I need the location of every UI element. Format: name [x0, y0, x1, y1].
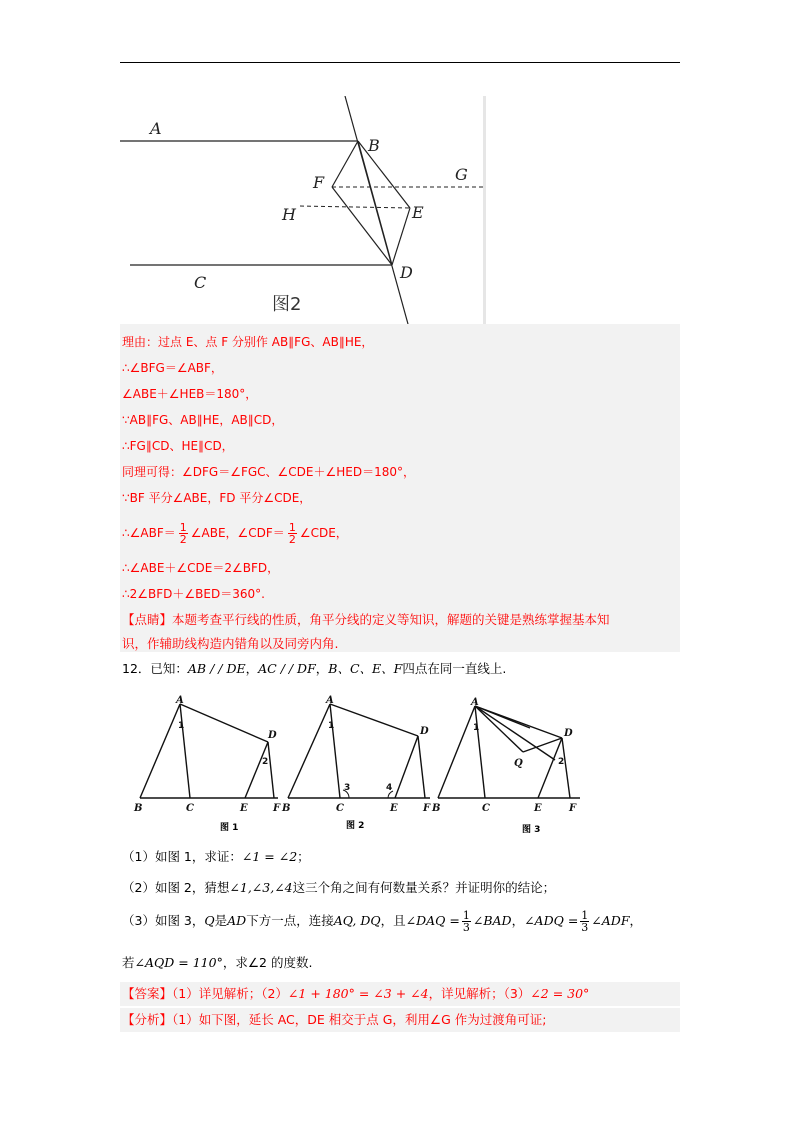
label-G: G — [455, 165, 468, 184]
answer-math-1: ∠1 + 180° = ∠3 + ∠4 — [287, 986, 429, 1001]
svg-text:C: C — [336, 803, 344, 814]
figure-2-small-caption: 图 2 — [346, 821, 365, 831]
proof-line-4: ∵AB∥FG、AB∥HE，AB∥CD， — [122, 413, 284, 427]
svg-text:A: A — [326, 695, 334, 706]
q12-ac-df: AC / / DF — [258, 661, 316, 676]
comment-text-1: 本题考查平行线的性质，角平分线的定义等知识，解题的关键是熟练掌握基本知 — [172, 612, 610, 627]
svg-text:C: C — [186, 803, 194, 814]
part-2 — [122, 879, 555, 897]
figure-2-parallel-lines — [120, 96, 486, 324]
svg-text:F: F — [569, 803, 577, 814]
label-E: E — [412, 203, 424, 222]
svg-text:A: A — [471, 697, 479, 708]
part-1 — [122, 848, 310, 866]
proof-line-3: ∠ABE＋∠HEB＝180°， — [122, 387, 258, 401]
q12-tail: 四点在同一直线上. — [402, 661, 507, 676]
proof-line-2: ∴∠BFG＝∠ABF， — [122, 361, 223, 375]
comment-line-1 — [122, 612, 610, 628]
part-3-ad: AD — [227, 913, 247, 928]
part-3-line-2 — [122, 954, 312, 972]
answer-tag: 【答案】 — [122, 986, 173, 1001]
analysis-tag: 【分析】 — [122, 1012, 173, 1027]
part-3-aq-dq: AQ, DQ — [333, 913, 381, 928]
part-3-bad: ∠BAD — [472, 913, 512, 928]
svg-text:3: 3 — [344, 783, 351, 793]
svg-text:1: 1 — [178, 721, 185, 731]
svg-text:1: 1 — [328, 721, 335, 731]
q12-sep1: ， — [245, 661, 259, 676]
label-D: D — [400, 263, 413, 282]
svg-text:Q: Q — [514, 758, 523, 769]
half-a: ∴∠ABF＝ — [122, 526, 176, 540]
figure-2-svg — [120, 96, 486, 324]
analysis-text: （1）如下图，延长 AC，DE 相交于点 G，利用∠G 作为过渡角可证; — [172, 1012, 547, 1027]
frac-num: 1 — [288, 521, 296, 534]
part-3-text: （3）如图 3， — [122, 913, 205, 928]
part-2-end: 这三个角之间有何数量关系？并证明你的结论； — [292, 880, 556, 895]
figure-2-caption: 图2 — [272, 294, 302, 315]
svg-text:2: 2 — [558, 757, 565, 767]
label-F: F — [313, 173, 325, 192]
q12-ab-de: AB / / DE — [187, 661, 246, 676]
q12-number: 12．已知： — [122, 661, 188, 676]
part-3-connect: 下方一点，连接 — [246, 913, 334, 928]
svg-text:E: E — [240, 803, 248, 814]
part-1-math: ∠1 = ∠2 — [241, 849, 298, 864]
frac-num: 1 — [179, 521, 187, 534]
figure-3-caption: 图 3 — [522, 825, 541, 835]
part-2-text: （2）如图 2，猜想 — [122, 880, 230, 895]
svg-text:B: B — [432, 803, 441, 814]
half-c: ∠CDE， — [299, 526, 348, 540]
svg-text:B: B — [134, 803, 143, 814]
proof-line-5: ∴FG∥CD、HE∥CD， — [122, 439, 234, 453]
frac-den: 3 — [581, 921, 589, 934]
proof-line-9: ∴2∠BFD＋∠BED＝360°. — [122, 587, 265, 601]
part-3-ask: ，求∠2 的度数. — [222, 955, 313, 970]
proof-line-1: 理由：过点 E、点 F 分别作 AB∥FG、AB∥HE， — [122, 335, 374, 349]
frac-den: 3 — [462, 921, 470, 934]
svg-text:F: F — [273, 803, 281, 814]
svg-text:D: D — [268, 730, 277, 741]
svg-text:A: A — [176, 695, 184, 706]
svg-text:D: D — [420, 726, 429, 737]
figure-1-caption: 图 1 — [220, 823, 239, 833]
part-3-sep: ， — [511, 913, 525, 928]
frac-den: 2 — [288, 533, 296, 546]
svg-text:C: C — [482, 803, 490, 814]
part-3-q: Q — [204, 913, 215, 928]
fraction-third-1 — [462, 910, 471, 933]
answer-line — [122, 985, 589, 1003]
part-3-and: ，且 — [380, 913, 406, 928]
svg-text:D: D — [564, 728, 573, 739]
figures-1-2-3 — [130, 694, 600, 836]
svg-text:1: 1 — [473, 723, 480, 733]
figures-svg — [130, 694, 600, 836]
part-1-end: ； — [297, 849, 310, 864]
answer-text-1: （1）详见解析；（2） — [172, 986, 288, 1001]
part-3-adf: ∠ADF — [591, 913, 630, 928]
q12-sep2: ， — [315, 661, 329, 676]
fraction-half-1 — [179, 522, 188, 545]
part-3 — [122, 910, 642, 933]
answer-math-2: ∠2 = 30° — [530, 986, 590, 1001]
comment-line-2: 识，作辅助线构造内错角以及同旁内角. — [122, 636, 339, 651]
svg-text:F: F — [423, 803, 431, 814]
svg-text:2: 2 — [262, 757, 269, 767]
proof-line-6: 同理可得：∠DFG＝∠FGC、∠CDE＋∠HED＝180°， — [122, 465, 416, 479]
proof-line-half — [122, 522, 348, 545]
label-H: H — [282, 205, 296, 224]
svg-text:B: B — [282, 803, 291, 814]
label-B: B — [368, 136, 380, 155]
label-C: C — [194, 273, 207, 292]
fraction-third-2 — [580, 910, 589, 933]
part-3-daq: ∠DAQ = — [405, 913, 460, 928]
part-3-adq: ∠ADQ = — [524, 913, 579, 928]
analysis-line — [122, 1011, 547, 1029]
fraction-half-2 — [288, 522, 297, 545]
svg-text:E: E — [390, 803, 398, 814]
answer-text-2: ，详见解析；（3） — [428, 986, 531, 1001]
frac-den: 2 — [179, 533, 187, 546]
part-1-text: （1）如图 1，求证： — [122, 849, 242, 864]
part-3-shi: 是 — [214, 913, 228, 928]
frac-num: 1 — [581, 909, 589, 922]
part-3-end: ， — [629, 913, 643, 928]
question-12 — [122, 660, 506, 678]
svg-text:4: 4 — [386, 783, 393, 793]
part-2-math: ∠1,∠3,∠4 — [229, 880, 293, 895]
proof-line-7: ∵BF 平分∠ABE，FD 平分∠CDE， — [122, 491, 312, 505]
svg-text:E: E — [534, 803, 542, 814]
frac-num: 1 — [462, 909, 470, 922]
part-3-if: 若 — [122, 955, 135, 970]
top-rule — [120, 62, 680, 63]
q12-points: B、C、E、F — [328, 661, 403, 676]
comment-tag: 【点睛】 — [122, 612, 173, 627]
label-A: A — [150, 119, 162, 138]
proof-line-8: ∴∠ABE＋∠CDE＝2∠BFD， — [122, 561, 280, 575]
part-3-aqd: ∠AQD = 110° — [134, 955, 223, 970]
half-b: ∠ABE，∠CDF＝ — [190, 526, 285, 540]
